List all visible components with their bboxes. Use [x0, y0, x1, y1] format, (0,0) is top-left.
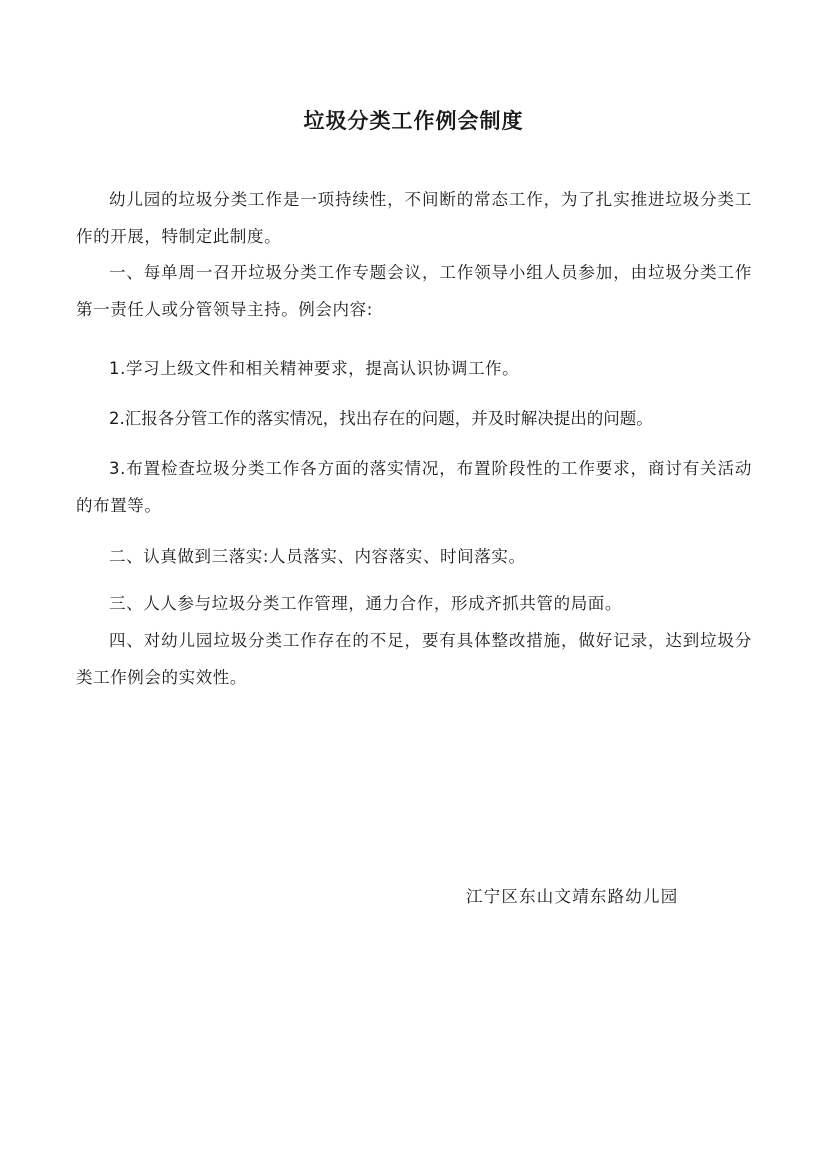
rule-item-1: 一、每单周一召开垃圾分类工作专题会议，工作领导小组人员参加，由垃圾分类工作第一责任人或分管领导主持。例会内容:	[76, 263, 752, 319]
rule-item-4: 四、对幼儿园垃圾分类工作存在的不足，要有具体整改措施，做好记录，达到垃圾分类工作例会的实效性。	[76, 631, 752, 687]
rule-item-2: 二、认真做到三落实:人员落实、内容落实、时间落实。	[109, 547, 526, 566]
document-title: 垃圾分类工作例会制度	[303, 109, 524, 133]
rule-item-3: 三、人人参与垃圾分类工作管理，通力合作，形成齐抓共管的局面。	[109, 594, 622, 613]
meeting-content-2: 2.汇报各分管工作的落实情况，找出存在的问题，并及时解决提出的问题。	[109, 409, 653, 428]
intro-paragraph: 幼儿园的垃圾分类工作是一项持续性，不间断的常态工作，为了扎实推进垃圾分类工作的开展，特制定此制度。	[76, 190, 752, 246]
signature-organization: 江宁区东山文靖东路幼儿园	[466, 887, 679, 906]
meeting-content-3: 3.布置检查垃圾分类工作各方面的落实情况，布置阶段性的工作要求，商讨有关活动的布置等。	[76, 459, 752, 515]
meeting-content-1: 1.学习上级文件和相关精神要求，提高认识协调工作。	[109, 359, 520, 378]
